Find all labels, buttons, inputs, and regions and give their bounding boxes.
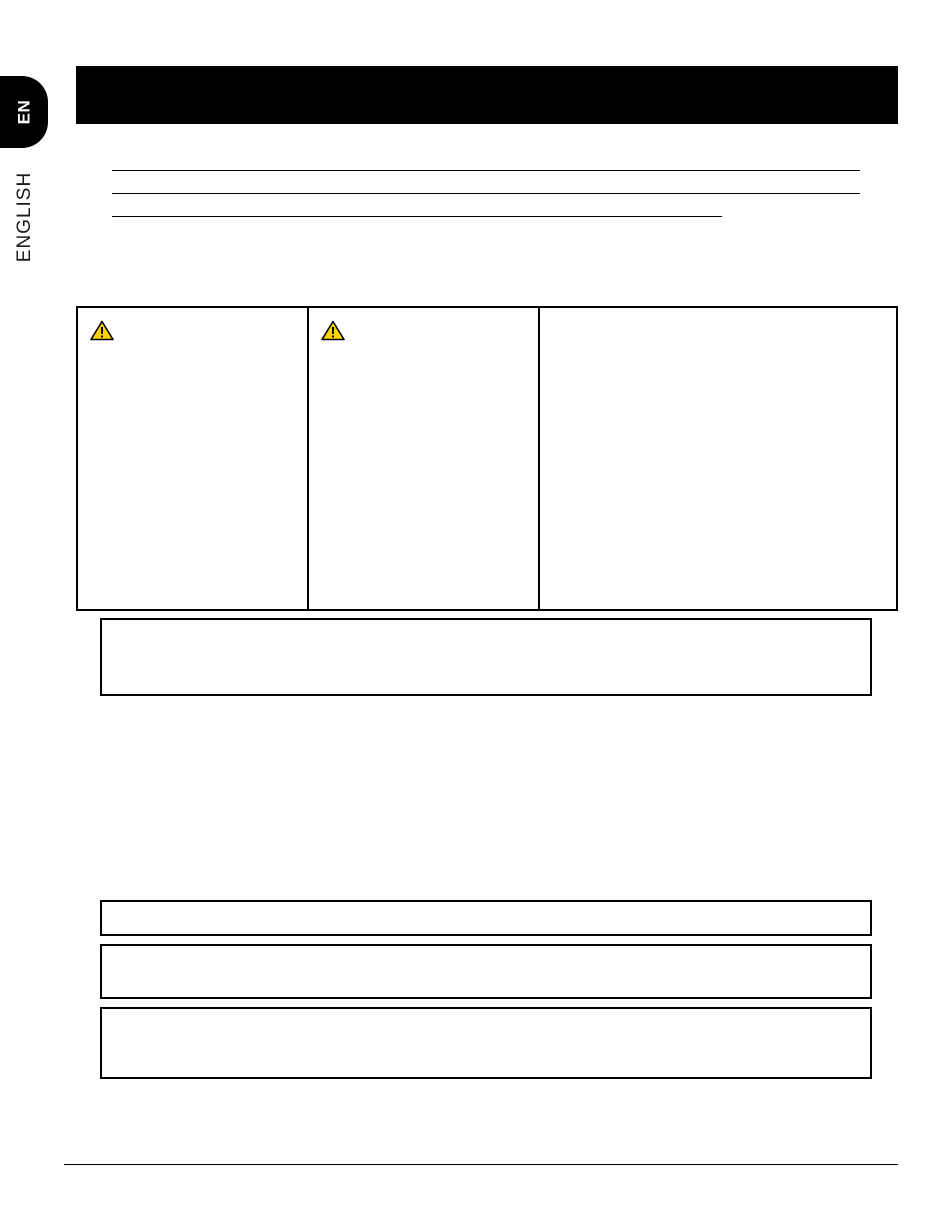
stacked-box-2 [100, 944, 872, 999]
warning-column-1 [78, 308, 309, 609]
language-tab [0, 76, 48, 148]
warning-triangle-icon [321, 320, 526, 346]
warning-column-2 [309, 308, 540, 609]
intro-rule-line-1 [112, 148, 860, 171]
page-content [76, 0, 898, 1229]
stacked-box-1 [100, 900, 872, 936]
intro-ruled-lines [112, 148, 898, 217]
footer-divider [64, 1164, 898, 1165]
language-name-vertical [8, 160, 42, 280]
language-tab-code: EN [14, 99, 33, 125]
warning-triangle-icon [90, 320, 295, 346]
note-box [100, 618, 872, 696]
language-name-label: ENGLISH [14, 171, 36, 263]
stacked-box-group [100, 900, 872, 1087]
warning-column-3 [540, 308, 896, 609]
warning-box [76, 306, 898, 611]
stacked-box-3 [100, 1007, 872, 1079]
intro-rule-line-2 [112, 171, 860, 194]
intro-rule-line-3 [112, 194, 722, 217]
section-title-banner [76, 66, 898, 124]
